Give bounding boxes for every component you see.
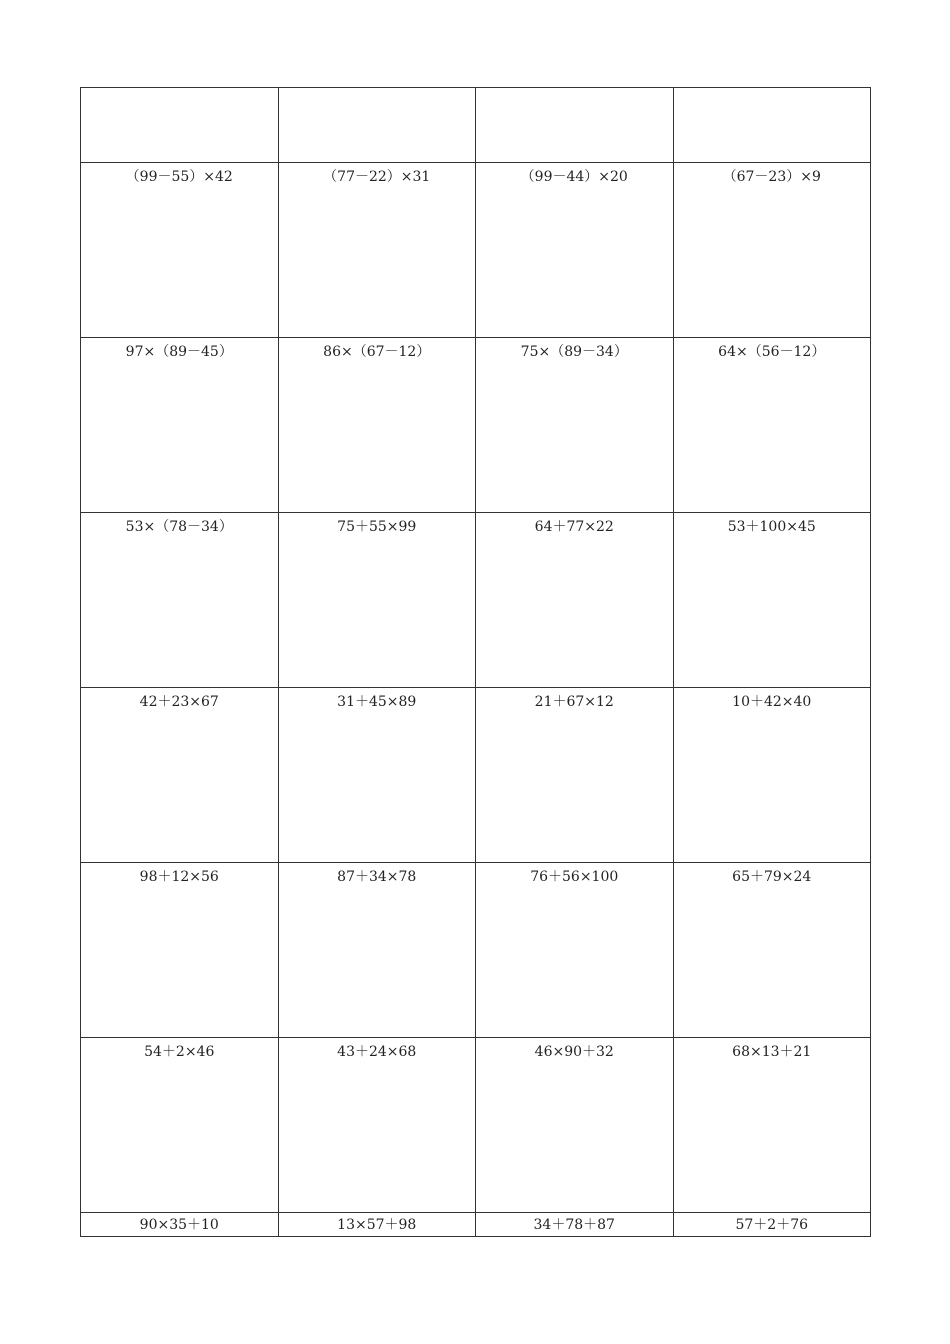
table-cell xyxy=(278,163,476,338)
expression-text: （77－22）×31 xyxy=(323,169,431,185)
table-cell xyxy=(673,338,871,513)
table-cell xyxy=(673,163,871,338)
expression-text: 46×90＋32 xyxy=(534,1044,614,1060)
expression-text: 42＋23×67 xyxy=(139,694,219,710)
table-cell xyxy=(278,688,476,863)
table-row xyxy=(81,338,871,513)
expression-text: 21＋67×12 xyxy=(534,694,614,710)
table-cell xyxy=(278,863,476,1038)
table-cell xyxy=(673,863,871,1038)
expression-text: 86×（67－12） xyxy=(323,344,431,360)
table-cell xyxy=(81,88,279,163)
table-cell xyxy=(673,88,871,163)
expression-text: 53×（78－34） xyxy=(125,519,233,535)
expression-text: 31＋45×89 xyxy=(337,694,417,710)
table-row xyxy=(81,1213,871,1237)
expression-text: （99－44）×20 xyxy=(520,169,628,185)
expression-text: （67－23）×9 xyxy=(722,169,821,185)
expression-text: 97×（89－45） xyxy=(125,344,233,360)
table-cell xyxy=(476,863,674,1038)
table-cell xyxy=(278,1038,476,1213)
table-cell xyxy=(673,1038,871,1213)
expression-text: 64×（56－12） xyxy=(718,344,826,360)
table-cell xyxy=(278,88,476,163)
expression-text xyxy=(674,88,871,93)
expression-text: 53＋100×45 xyxy=(727,519,816,535)
table-cell xyxy=(81,1038,279,1213)
expression-text: 98＋12×56 xyxy=(139,869,219,885)
table-cell xyxy=(476,88,674,163)
table-row xyxy=(81,513,871,688)
table-cell xyxy=(81,688,279,863)
expression-text: 13×57＋98 xyxy=(337,1217,417,1233)
table-cell xyxy=(81,1213,279,1237)
table-cell xyxy=(476,163,674,338)
table-row xyxy=(81,88,871,163)
expression-text: 75＋55×99 xyxy=(337,519,417,535)
table-cell xyxy=(278,1213,476,1237)
expression-text xyxy=(476,88,673,93)
table-row xyxy=(81,163,871,338)
table-cell xyxy=(476,1213,674,1237)
expression-text: 10＋42×40 xyxy=(732,694,812,710)
table-cell xyxy=(81,338,279,513)
arithmetic-worksheet-table xyxy=(80,87,871,1237)
table-cell xyxy=(476,1038,674,1213)
table-row xyxy=(81,688,871,863)
table-cell xyxy=(278,338,476,513)
expression-text: 57＋2＋76 xyxy=(735,1217,809,1233)
expression-text: （99－55）×42 xyxy=(125,169,233,185)
table-cell xyxy=(81,863,279,1038)
table-cell xyxy=(476,513,674,688)
table-cell xyxy=(476,688,674,863)
table-cell xyxy=(673,688,871,863)
expression-text: 87＋34×78 xyxy=(337,869,417,885)
expression-text: 34＋78＋87 xyxy=(533,1217,615,1233)
table-cell xyxy=(673,1213,871,1237)
expression-text: 75×（89－34） xyxy=(520,344,628,360)
expression-text xyxy=(279,88,476,93)
table-row xyxy=(81,863,871,1038)
table-cell xyxy=(476,338,674,513)
table-cell xyxy=(81,163,279,338)
table-cell xyxy=(81,513,279,688)
table-cell xyxy=(673,513,871,688)
expression-text: 68×13＋21 xyxy=(732,1044,812,1060)
expression-text: 54＋2×46 xyxy=(144,1044,215,1060)
expression-text: 76＋56×100 xyxy=(530,869,619,885)
expression-text xyxy=(81,88,278,93)
expression-text: 90×35＋10 xyxy=(139,1217,219,1233)
table-row xyxy=(81,1038,871,1213)
table-cell xyxy=(278,513,476,688)
expression-text: 43＋24×68 xyxy=(337,1044,417,1060)
expression-text: 65＋79×24 xyxy=(732,869,812,885)
expression-text: 64＋77×22 xyxy=(534,519,614,535)
